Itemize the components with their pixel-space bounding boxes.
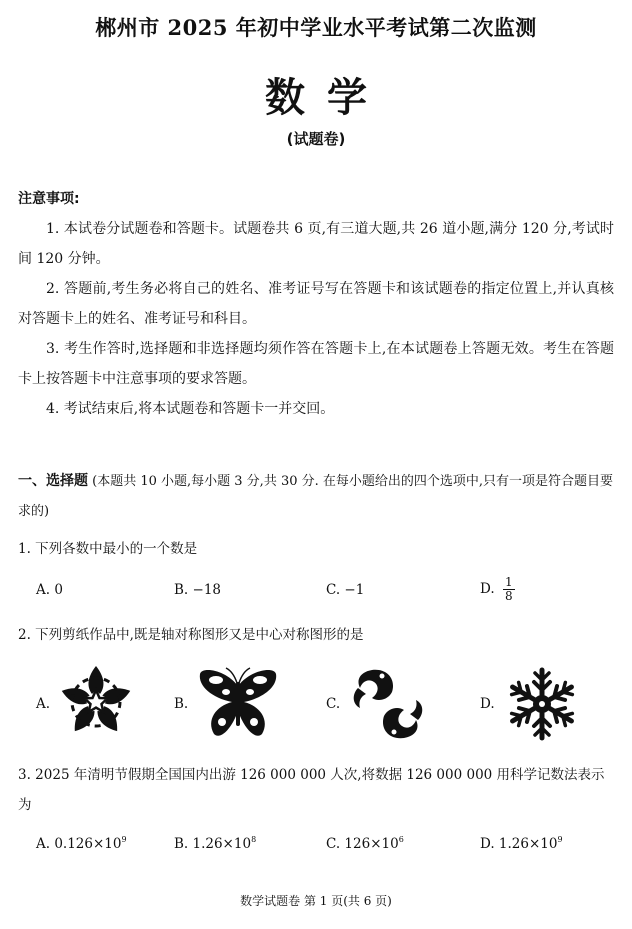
question-3-stem: 3. 2025 年清明节假期全国国内出游 126 000 000 人次,将数据 126 000 000 用科学记数法表示为	[18, 767, 605, 813]
q2-option-b-label: B.	[174, 696, 189, 712]
fraction-denominator: 8	[504, 589, 513, 603]
notice-list	[18, 214, 614, 424]
notice-item: 3. 考生作答时,选择题和非选择题均须作答在答题卡上,在本试题卷上答题无效。考生在答题卡上按答题卡中注意事项的要求答题。	[18, 341, 614, 387]
question-2-options	[36, 664, 616, 744]
q3-option-b	[174, 835, 256, 852]
star-papercut-icon	[58, 664, 134, 740]
q1-option-d-label: D.	[480, 581, 495, 597]
q3-option-c-base: C. 126×10	[326, 836, 399, 852]
q1-option-d	[480, 576, 515, 603]
q3-option-b-exponent: 8	[251, 835, 257, 844]
section-header	[18, 466, 614, 527]
question-2-stem: 2. 下列剪纸作品中,既是轴对称图形又是中心对称图形的是	[18, 627, 364, 643]
snowflake-papercut-icon	[502, 664, 582, 744]
notice-item: 4. 考试结束后,将本试题卷和答题卡一并交回。	[46, 401, 335, 417]
q2-option-d-label: D.	[480, 696, 495, 712]
notice-heading: 注意事项:	[18, 191, 80, 207]
q1-option-a: A. 0	[36, 582, 63, 598]
subject-title: 数学	[265, 75, 389, 121]
q3-option-d-exponent: 9	[557, 835, 563, 844]
fraction-numerator: 1	[504, 575, 513, 589]
section-description: (本题共 10 小题,每小题 3 分,共 30 分. 在每小题给出的四个选项中,只有一项是符合题目要求的)	[18, 474, 614, 519]
q3-option-a-exponent: 9	[121, 835, 127, 844]
notice-item: 2. 答题前,考生务必将自己的姓名、准考证号写在答题卡和该试题卷的指定位置上,并认真核对答题卡上的姓名、准考证号和科目。	[18, 281, 614, 327]
question-1-options	[36, 575, 616, 610]
goldfish-papercut-icon	[348, 664, 428, 744]
notice-item: 1. 本试卷分试题卷和答题卡。试题卷共 6 页,有三道大题,共 26 道小题,满分 120 分,考试时间 120 分钟。	[18, 221, 614, 267]
fraction	[503, 576, 515, 603]
q3-option-d	[480, 835, 563, 852]
exam-title: 郴州市 2025 年初中学业水平考试第二次监测	[95, 15, 537, 40]
q1-option-c: C. −1	[326, 582, 365, 598]
q2-option-c-label: C.	[326, 696, 341, 712]
butterfly-papercut-icon	[196, 664, 280, 744]
section-title: 一、选择题	[18, 473, 88, 489]
question-3-options	[36, 835, 616, 859]
page-footer: 数学试题卷 第 1 页(共 6 页)	[240, 894, 392, 908]
question-1-stem: 1. 下列各数中最小的一个数是	[18, 541, 198, 557]
volume-label: (试题卷)	[286, 130, 346, 148]
q1-option-b: B. −18	[174, 582, 221, 598]
q3-option-d-base: D. 1.26×10	[480, 836, 558, 852]
q3-option-a	[36, 835, 127, 852]
q3-option-a-base: A. 0.126×10	[36, 836, 122, 852]
q3-option-c-exponent: 6	[398, 835, 404, 844]
q3-option-c	[326, 835, 404, 852]
q3-option-b-base: B. 1.26×10	[174, 836, 252, 852]
q2-option-a-label: A.	[36, 696, 51, 712]
